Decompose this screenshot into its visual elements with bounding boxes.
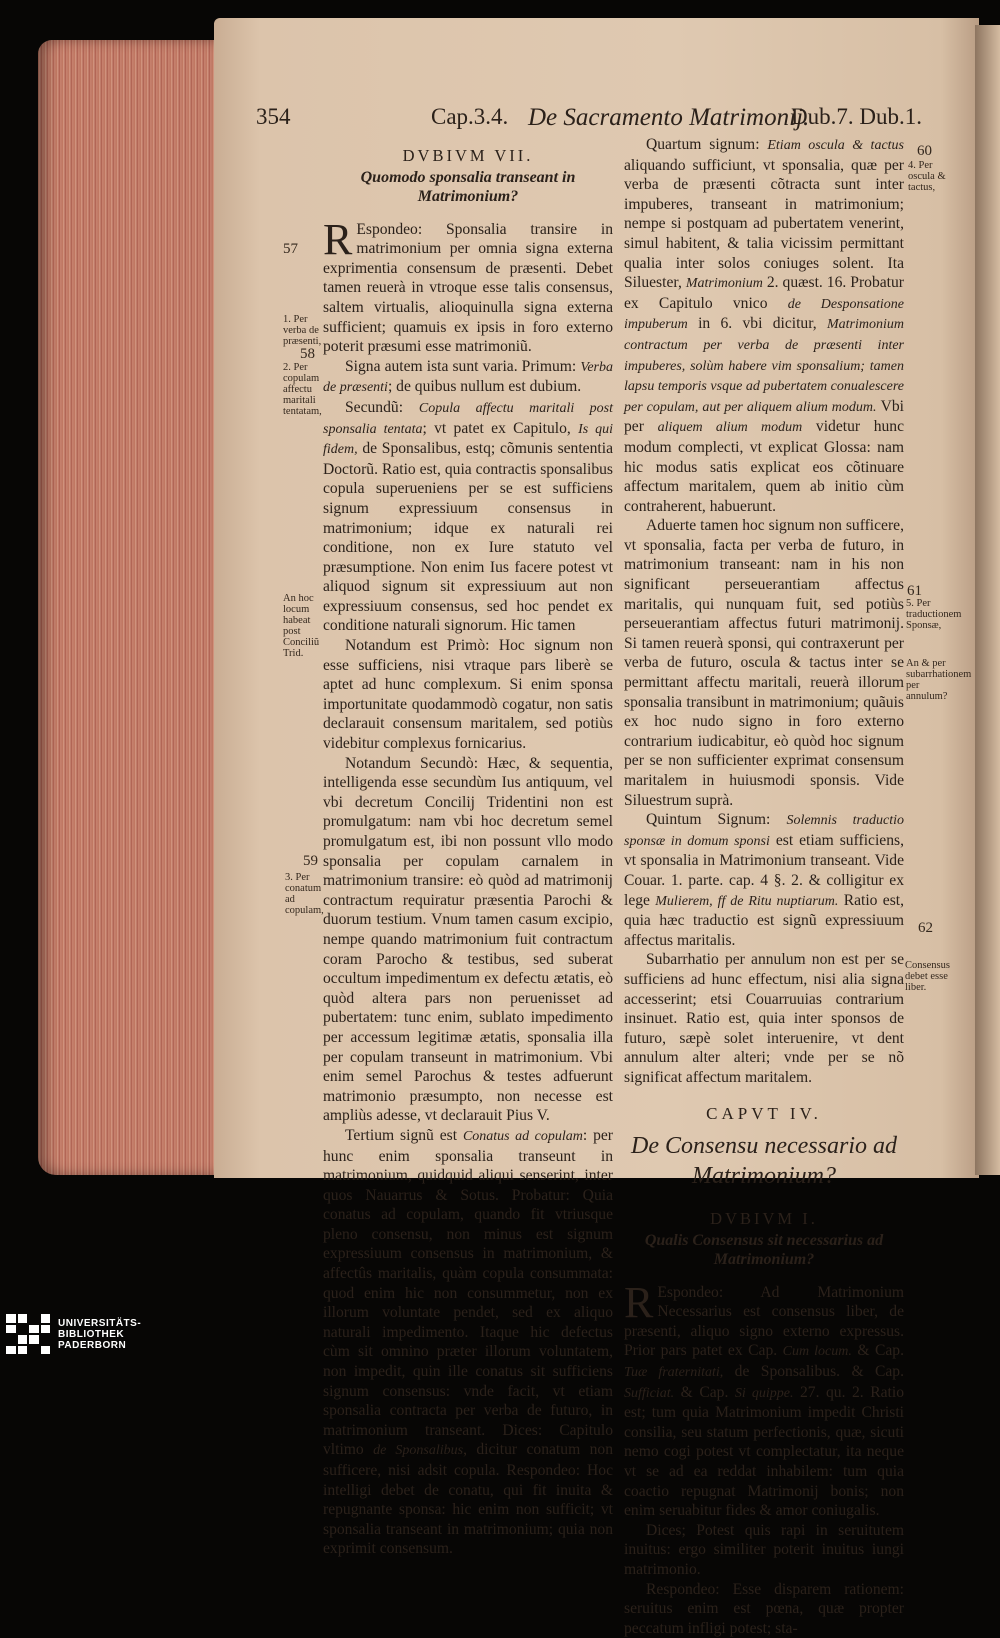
dubium-question: Qualis Consensus sit necessarius ad Matrimonium?	[644, 1231, 884, 1268]
text-run: & Cap.	[674, 1383, 735, 1401]
section-ref: Dub.7. Dub.1.	[791, 104, 922, 129]
italic-citation: Tuæ fraternitati,	[624, 1365, 724, 1381]
margin-note-an: An hoc locum habeat post Conciliũ Trid.	[283, 593, 320, 659]
italic-citation: Conatus ad copulam	[462, 1128, 583, 1144]
margin-note-2: 2. Per copulam affectu maritali tentatam,	[283, 362, 322, 417]
paragraph	[624, 135, 904, 516]
paragraph	[624, 810, 904, 950]
paragraph	[323, 1126, 613, 1559]
italic-citation: Mulierem, ff de Ritu nuptiarum.	[655, 893, 839, 909]
drop-cap: R	[624, 1277, 654, 1327]
text-run: de Sponsalibus, estq; cõmunis sententia Doctorũ. Ratio est, quia contractis sponsalibus copula superueniens per se est sufficiens signum expressiuum consensus in matrimonium; idque ex naturali rei conditione, non ex Iure statuto vel præsumptione. Non enim Ius facere potest vt aliquod signum sit expressiuum aut non expressiuum consensus, sed hoc pendet ex conditione naturali signorum. Hic tamen	[323, 440, 613, 635]
paragraph	[323, 357, 613, 398]
watermark-line-3: PADERBORN	[58, 1339, 127, 1351]
running-title: De Sacramento Matrimonij.	[528, 104, 810, 131]
italic-citation: Verba de præsenti	[323, 359, 613, 396]
text-run: aliquando sufficiunt, vt sponsalia, quæ per verba de præsenti cõtracta sunt inter impuberes, transeant in matrimonium; nempe si postquam ad pubertatem venerint, simul habitent, & talia vicissim permittant qualia inter solos coniuges solent. Ita Siluester,	[624, 156, 904, 292]
text-run: Vbi per	[624, 397, 904, 436]
page-number: 354	[256, 104, 291, 129]
text-run: Quartum signum:	[646, 136, 768, 153]
text-run: 2. quæst. 16. Probatur ex Capitulo vnico	[624, 274, 904, 312]
text-run: in 6. vbi dicitur,	[687, 315, 827, 333]
text-run: Espondeo: Ad Matrimonium Necessarius est consensus liber, de præsenti, aliquo signo externo expressus. Prior pars patet ex Cap.	[624, 1283, 904, 1360]
paragraph	[323, 754, 613, 1126]
library-logo-icon	[6, 1314, 50, 1354]
text-run: & Cap.	[851, 1342, 904, 1360]
italic-citation: Matrimonium	[685, 276, 763, 292]
text-run: Secundũ:	[345, 398, 419, 416]
italic-citation: Si quippe.	[734, 1385, 794, 1401]
watermark-line-2: BIBLIOTHEK	[58, 1328, 125, 1340]
italic-citation: Matrimonium contractum per verba de præsenti inter impuberes, solùm habere vim sponsalium; tamen lapsu temporis vsque ad pubertatem conualescere per copulam, aut per aliquem alium modum.	[624, 317, 904, 415]
margin-number-61: 61	[907, 583, 922, 599]
italic-citation: Solemnis traductio sponsæ in domum sponsi	[624, 813, 904, 849]
paragraph	[323, 636, 613, 754]
margin-note-sub: An & per subarrhationem per annulum?	[906, 658, 972, 702]
text-run: 27. qu. 2. Ratio est; tum quia Matrimonium impedit Christi consilia, seu statum perfectionis, quæ, sicuti nemo cogi potest vt complectatur, ita neque vt se ad ea reddat inhabilem: tum quia coactio repugnat Matrimonij bonis; non enim seruabitur fides & amor coniugalis.	[624, 1383, 905, 1520]
text-run: Notandum est Primò: Hoc signum non esse sufficiens, nisi vtraque pars liberè se aptet ad hunc complexum. Si enim sponsa importunitate quodammodò cogatur, non satis declarauit consensum maritalem, sed potiùs videbitur complexus fornicarius.	[323, 637, 613, 753]
margin-number-60: 60	[917, 143, 932, 159]
left-paragraphs	[323, 214, 614, 1559]
text-run: Ratio est, quia hæc traductio est signũ expressiuum affectus maritalis.	[624, 891, 904, 949]
paragraph	[323, 398, 613, 636]
left-column	[323, 146, 613, 1559]
margin-note-4: 4. Per oscula & tactus,	[908, 160, 946, 193]
text-run: Signa autem ista sunt varia. Primum:	[345, 357, 581, 375]
library-watermark	[6, 1314, 141, 1354]
italic-citation: de Desponsatione impuberum	[624, 296, 904, 333]
text-run: Subarrhatio per annulum non est per se sufficiens ad hunc effectum, nisi alia signa accesserint; etsi Couarruuias contrarium insinuet. Ratio est, quia inter sponsos de futuro, sæpè solet interuenire, vt dent annulum alter alteri; vnde per se nõ significat affectum maritalem.	[624, 951, 904, 1086]
text-run: est etiam sufficiens, vt sponsalia in Matrimonium transeant. Vide Couar. 1. parte. cap. 4 §. 2. & colligitur ex lege	[624, 831, 904, 909]
drop-cap: R	[323, 214, 353, 264]
chapter-title: De Consensu necessario ad Matrimonium?	[631, 1133, 897, 1190]
italic-citation: Copula affectu maritali post sponsalia tentata	[323, 400, 614, 437]
right-column	[624, 135, 904, 1638]
margin-number-57: 57	[283, 241, 298, 257]
paragraph	[624, 1277, 905, 1521]
margin-number-59: 59	[303, 853, 318, 869]
text-run: de Sponsalibus. & Cap.	[723, 1363, 904, 1381]
italic-citation: Etiam oscula & tactus	[767, 138, 904, 153]
paragraph	[624, 1580, 904, 1638]
italic-citation: Is qui fidem,	[323, 421, 613, 458]
margin-note-3: 3. Per conatum ad copulam,	[285, 872, 324, 916]
dubium-heading: DVBIVM VII.	[402, 146, 534, 165]
text-run: videtur hunc modum complecti, vt explicat Glossa: nam hic modus satis explicat eos cõtinuare affectum maritalem, quem ab initio cùm contraherent, habuerunt.	[624, 418, 905, 515]
margin-note-consensus: Consensus debet esse liber.	[905, 960, 950, 993]
watermark-line-1: UNIVERSITÄTS-	[58, 1317, 142, 1329]
dubium-heading: DVBIVM I.	[710, 1209, 818, 1229]
paragraph	[624, 1521, 904, 1580]
paragraph	[624, 950, 904, 1087]
text-run: Dices; Potest quis rapi in seruitutem inuitus: ergo similiter poterit inuitus iungi matrimonio.	[624, 1521, 904, 1578]
text-run: ; de quibus nullum est dubium.	[387, 378, 582, 396]
paragraph	[624, 516, 904, 810]
text-run: Notandum Secundò: Hæc, & sequentia, intelligenda esse secundùm Ius antiquum, vel vbi decretum Concilij Tridentini non est promulgatum: nam vbi hoc decretum semel promulgatum est, ibi non possunt vllo modo sponsalia per copulam carnalem in matrimonium transire: eò quòd ad matrimonij contractum requiratur præsentia Parochi & duorum testium. Vnum tamen casum excipio, nempe quando matrimonium fuit contractum coram Parocho & testibus, sed suberat occultum impedimentum ex defectu ætatis, eò quòd altera pars non peruenisset ad pubertatem: tunc enim, sublato impedimento per accessum legitimæ ætatis, sponsalia illa per copulam transeunt in matrimonium. Vbi enim semel Parochus & testes adfuerunt matrimonio præsumpto, non necesse est ampliùs adesse, vt declarauit Pius V.	[323, 754, 613, 1125]
book-fore-edge	[38, 40, 228, 1175]
text-run: Tertium signũ est	[345, 1126, 463, 1144]
dubium-question: Quomodo sponsalia transeant in Matrimonium?	[360, 168, 576, 205]
chapter-ref: Cap.3.4.	[431, 104, 509, 129]
margin-note-1: 1. Per verba de præsenti,	[283, 314, 322, 347]
paragraph	[323, 214, 613, 357]
text-run: Aduerte tamen hoc signum non sufficere, vt sponsalia, facta per verba de futuro, in matrimonium transeant: nam in his non significant perseuerantiam affectus maritalis, qui nunquam fuit, sed potiùs perseuerantiam affectus futuri matrimonij. Si tamen reuerà sponsi, qui contraxerunt per verba de futuro, oscula & tactus inter se permittant affectu maritali, reuerà illorum sponsalia transibunt in matrimonium; quãuis ex hoc nudo signo in foro externo contrarium iudicabitur, eò quòd hoc signum per se non sufficienter exprimat consensum maritalem in huiusmodi sponsis. Vide Siluestrum suprà.	[624, 517, 904, 809]
chapter-heading: CAPVT IV.	[706, 1103, 822, 1123]
margin-number-58: 58	[300, 346, 315, 362]
text-run: : per hunc enim sponsalia transeunt in matrimonium, quidquid aliqui senserint, inter quos Nauarrus & Sotus. Probatur: Quia conatus ad copulam, quando fit vtriusque pleno consensu, non minus est signum expressiuum consensus in matrimonium, & affectûs maritalis, quàm copula consummata: quod enim hic non consummetur, non ex illorum voluntate pendet, sed ex aliquo naturali impedimento. Itaque hic defectus cùm sit omnino præter illorum voluntatem, non impedit, quin ille conatus sit sufficiens signum consensus: vnde facit, vt etiam sponsalia contracta per verba de futuro, in matrimonium transeant. Dices: Capitulo vltimo	[323, 1126, 613, 1459]
margin-note-5: 5. Per traductionem Sponsæ,	[906, 598, 962, 631]
italic-citation: aliquem alium modum	[657, 420, 803, 436]
margin-number-62: 62	[918, 920, 933, 936]
italic-citation: Sufficiat.	[624, 1385, 675, 1401]
text-run: Espondeo: Sponsalia transire in matrimonium per omnia signa externa exprimentia consensum de præsenti. Debet tamen reuerà in vtroque esse talis consensus, saltem virtualis, alioquinulla signa externa sufficient; quamuis ex ipsis in foro externo poterit præsumi esse matrimoniũ.	[323, 220, 613, 356]
italic-citation: Cum locum.	[782, 1344, 852, 1360]
right-paragraphs-top	[624, 135, 904, 1088]
text-run: Respondeo: Esse disparem rationem: seruitus enim est pœna, quæ propter peccatum infligi potest; sta-	[624, 1580, 904, 1637]
italic-citation: de Sponsalibus	[373, 1443, 464, 1459]
text-run: ; vt patet ex Capitulo,	[422, 419, 579, 437]
text-run: Quintum Signum:	[646, 811, 787, 829]
text-run: , dicitur conatum non sufficere, nisi adsit copula. Respondeo: Hoc intelligi debet de conatu, qui fit inuita & repugnante sponsa: hic enim non sufficit; vt sponsalia transeant in matrimonium; quia non exprimit consensum.	[323, 1441, 614, 1558]
facing-page-edge	[975, 25, 1000, 1175]
right-paragraphs-bottom	[624, 1277, 905, 1638]
